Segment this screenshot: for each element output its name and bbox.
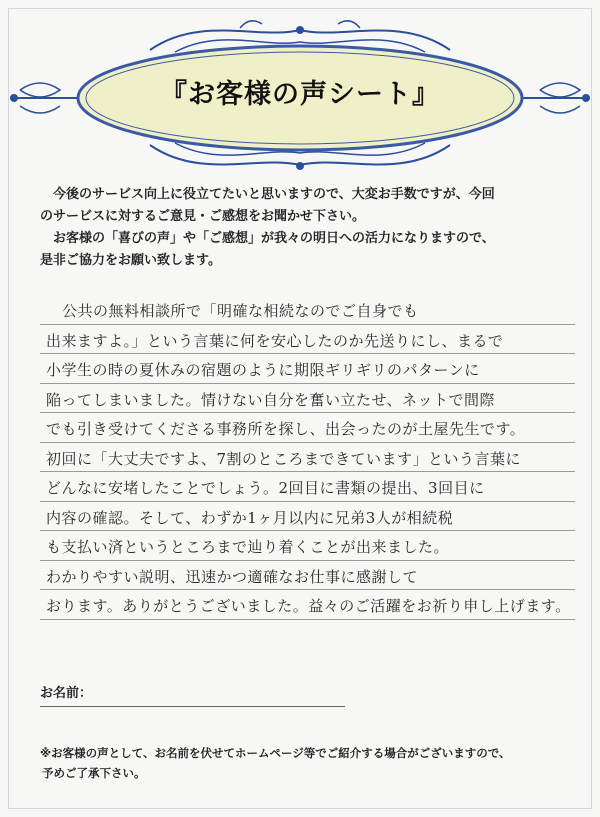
intro-line-2: のサービスに対するご意見・ご感想をお聞かせ下さい。: [40, 209, 366, 224]
comment-line: 初回に「大丈夫ですよ、7割のところまできています」という言葉に: [40, 443, 575, 473]
comment-line: 公共の無料相談所で「明確な相続なのでご自身でも: [40, 295, 575, 325]
comment-line: おります。ありがとうございました。益々のご活躍をお祈り申し上げます。: [40, 590, 575, 620]
intro-text: [40, 184, 570, 272]
intro-line-1: 今後のサービス向上に役立てたいと思いますので、大変お手数ですが、今回: [53, 187, 495, 202]
name-field[interactable]: [40, 682, 360, 701]
handwritten-comments: [40, 295, 575, 620]
comment-line: 小学生の時の夏休みの宿題のように期限ギリギリのパターンに: [40, 354, 575, 384]
comment-line: でも引き受けてくださる事務所を探し、出会ったのが土屋先生です。: [40, 413, 575, 443]
comment-line: 内容の確認。そして、わずか1ヶ月以内に兄弟3人が相続税: [40, 502, 575, 532]
comment-line: どんなに安堵したことでしょう。2回目に書類の提出、3回目に: [40, 472, 575, 502]
intro-line-3: お客様の「喜びの声」や「ご感想」が我々の明日への活力になりますので、: [53, 231, 495, 246]
page-title: 『お客様の声シート』: [160, 79, 440, 110]
comment-line: 出来ますよ。」という言葉に何を安心したのか先送りにし、まるで: [40, 325, 575, 355]
intro-line-4: 是非ご協力をお願い致します。: [40, 253, 221, 268]
comment-line: わかりやすい説明、迅速かつ適確なお仕事に感謝して: [40, 561, 575, 591]
footer-note: [40, 743, 580, 783]
name-underline: [40, 706, 345, 707]
comment-line: も支払い済というところまで辿り着くことが出来ました。: [40, 531, 575, 561]
footer-line-1: ※お客様の声として、お名前を伏せてホームページ等でご紹介する場合がございますので、: [40, 746, 511, 760]
comment-line: 陥ってしまいました。情けない自分を奮い立たせ、ネットで間際: [40, 384, 575, 414]
footer-line-2: 予めご了承下さい。: [42, 766, 146, 780]
name-label: お名前：: [40, 686, 93, 701]
